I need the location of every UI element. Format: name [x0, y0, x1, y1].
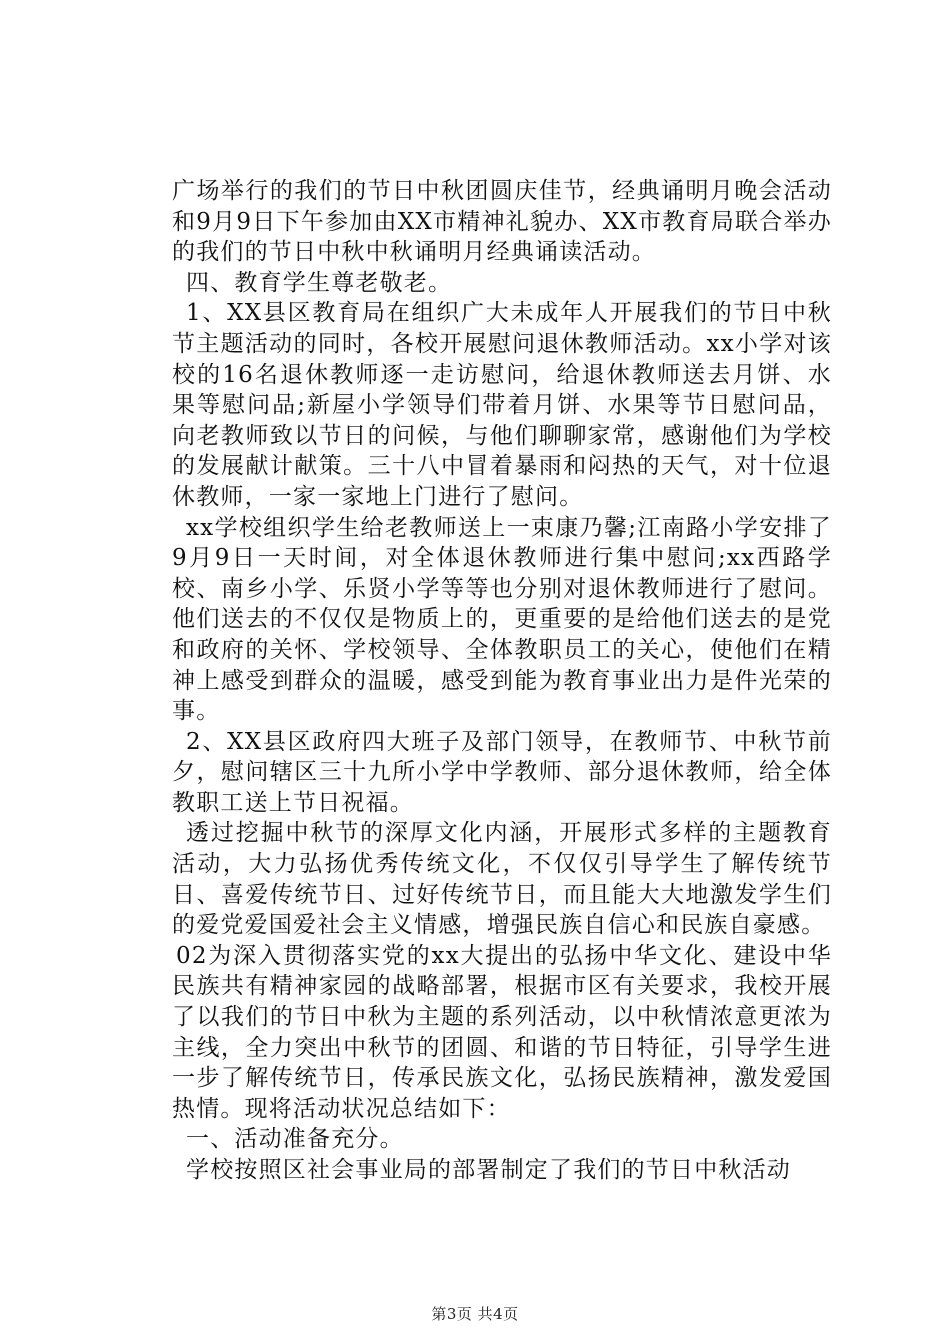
- section-heading: 一、活动准备充分。: [186, 1126, 404, 1153]
- document-body: [172, 176, 832, 1186]
- section-heading: 四、教育学生尊老敬老。: [186, 269, 453, 296]
- paragraph: 广场举行的我们的节日中秋团圆庆佳节，经典诵明月晚会活动和9月9日下午参加由XX市精神礼貌办、XX市教育局联合举办的我们的节日中秋中秋诵明月经典诵读活动。: [172, 178, 832, 266]
- paragraph: 02为深入贯彻落实党的xx大提出的弘扬中华文化、建设中华民族共有精神家园的战略部署，根据市区有关要求，我校开展了以我们的节日中秋为主题的系列活动，以中秋情浓意更浓为主线，全力突出中秋节的团圆、和谐的节日特征，引导学生进一步了解传统节日，传承民族文化，弘扬民族精神，激发爱国热情。现将活动状况总结如下：: [172, 942, 832, 1122]
- paragraph: 2、XX县区政府四大班子及部门领导，在教师节、中秋节前夕，慰问辖区三十九所小学中学教师、部分退休教师，给全体教职工送上节日祝福。: [172, 728, 832, 816]
- page-number: 第3页 共4页: [431, 1305, 519, 1323]
- paragraph: 透过挖掘中秋节的深厚文化内涵，开展形式多样的主题教育活动，大力弘扬优秀传统文化，不仅仅引导学生了解传统节日、喜爱传统节日、过好传统节日，而且能大大地激发学生们的爱党爱国爱社会主义情感，增强民族自信心和民族自豪感。: [172, 820, 832, 939]
- paragraph: xx学校组织学生给老教师送上一束康乃馨;江南路小学安排了9月9日一天时间，对全体退休教师进行集中慰问;xx西路学校、南乡小学、乐贤小学等等也分别对退休教师进行了慰问。他们送去的不仅仅是物质上的，更重要的是给他们送去的是党和政府的关怀、学校领导、全体教职员工的关心，使他们在精神上感受到群众的温暖，感受到能为教育事业出力是件光荣的事。: [172, 514, 832, 725]
- paragraph: 学校按照区社会事业局的部署制定了我们的节日中秋活动: [186, 1157, 791, 1183]
- paragraph: 1、XX县区教育局在组织广大未成年人开展我们的节日中秋节主题活动的同时，各校开展慰问退休教师活动。xx小学对该校的16名退休教师逐一走访慰问，给退休教师送去月饼、水果等慰问品;新屋小学领导们带着月饼、水果等节日慰问品，向老教师致以节日的问候，与他们聊聊家常，感谢他们为学校的发展献计献策。三十八中冒着暴雨和闷热的天气，对十位退休教师，一家一家地上门进行了慰问。: [172, 300, 832, 510]
